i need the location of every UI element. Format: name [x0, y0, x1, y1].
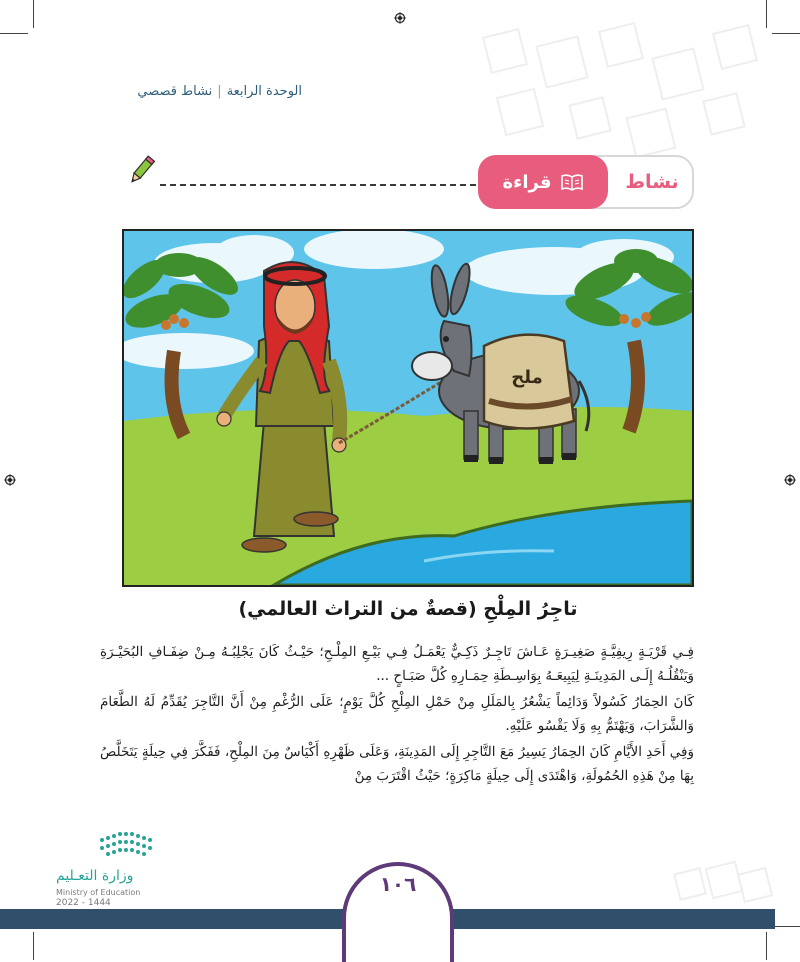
decorative-square	[712, 24, 758, 70]
decorative-square	[673, 867, 707, 901]
sack-label: ملح	[511, 367, 543, 388]
crop-mark	[772, 33, 800, 34]
story-illustration	[122, 229, 694, 587]
decorative-square	[737, 867, 773, 903]
activity-label: نشاط	[625, 171, 679, 193]
crop-mark	[766, 932, 767, 960]
story-paragraph: فِـي قَرْيَـةٍ رِيفِيَّـةٍ صَغِيـرَةٍ عَـاشَ تَاجِـرٌ ذَكِـيٌّ يَعْمَـلُ فِـي بَيْـعِ المِلْـحِ؛ حَيْـثُ كَانَ يَجْلِبُـهُ مِـنْ ضِفَـافِ البُحَيْـرَةِ وَيَنْقُلُـهُ إِلَـى المَدِينَـةِ لِيَبِيعَـهُ بِوَاسِـطَةِ حِمَـارِهِ كُلَّ صَبَـاحٍ ...	[100, 644, 694, 684]
story-paragraph: كَانَ الحِمَارُ كَسُولاً وَدَائِماً يَشْعُرُ بِالمَلَلِ مِنْ حَمْلِ المِلْحِ كُلَّ يَوْمٍ؛ عَلَى الرُّغْمِ مِنْ أَنَّ التَّاجِرَ يُقَدِّمُ لَهُ الطَّعَامَ وَالشَّرَابَ، وَيَهْتَمُّ بِهِ وَلَا يَقْسُو عَلَيْهِ.	[100, 694, 694, 734]
crop-mark	[772, 926, 800, 927]
registration-mark-icon	[784, 474, 796, 486]
decorative-square	[702, 92, 746, 136]
pencil-icon	[124, 154, 158, 188]
page-number: ١٠٦	[379, 872, 417, 896]
header-separator: |	[217, 84, 222, 99]
decorative-square	[568, 96, 612, 140]
decorative-square	[496, 88, 544, 136]
decorative-square	[651, 47, 704, 100]
ministry-name-english: Ministry of Education	[56, 888, 141, 897]
story-title: تاجِرُ المِلْحِ (قصةٌ من التراث العالمي)	[238, 598, 578, 620]
unit-title: الوحدة الرابعة	[226, 84, 302, 99]
decorative-square	[482, 28, 528, 74]
illustration-scene	[124, 231, 692, 585]
story-paragraph: وَفِي أَحَدِ الأَيَّامِ كَانَ الحِمَارُ يَسِيرُ مَعَ التَّاجِرِ إِلَى المَدِينَةِ، وَعَلَى ظَهْرِهِ أَكْيَاسٌ مِنَ المِلْحِ، فَفَكَّرَ فِي حِيلَةٍ يَتَخَلَّصُ بِهَا مِنْ هَذِهِ الحُمُولَةِ، وَاهْتَدَى إِلَى حِيلَةٍ مَاكِرَةٍ؛ حَيْثُ اقْتَرَبَ مِنْ	[100, 744, 694, 784]
decorative-square	[626, 108, 677, 159]
registration-mark-icon	[4, 474, 16, 486]
decorative-square	[598, 22, 644, 68]
dashed-divider	[160, 184, 476, 186]
activity-type-label: قراءة	[502, 171, 552, 193]
crop-mark	[766, 0, 767, 28]
crop-mark	[0, 33, 28, 34]
moe-logo-icon	[96, 828, 158, 864]
activity-type-pill	[478, 155, 608, 209]
section-title: نشاط قصصي	[137, 84, 213, 99]
decorative-square	[535, 35, 588, 88]
crop-mark	[33, 932, 34, 960]
ministry-name-arabic: وزارة التعـليم	[56, 868, 134, 884]
edition-year: 2022 - 1444	[56, 898, 111, 908]
page-header	[137, 84, 302, 99]
open-book-icon	[560, 172, 584, 192]
crop-mark	[33, 0, 34, 28]
registration-mark-icon	[394, 12, 406, 24]
story-body	[100, 640, 694, 790]
